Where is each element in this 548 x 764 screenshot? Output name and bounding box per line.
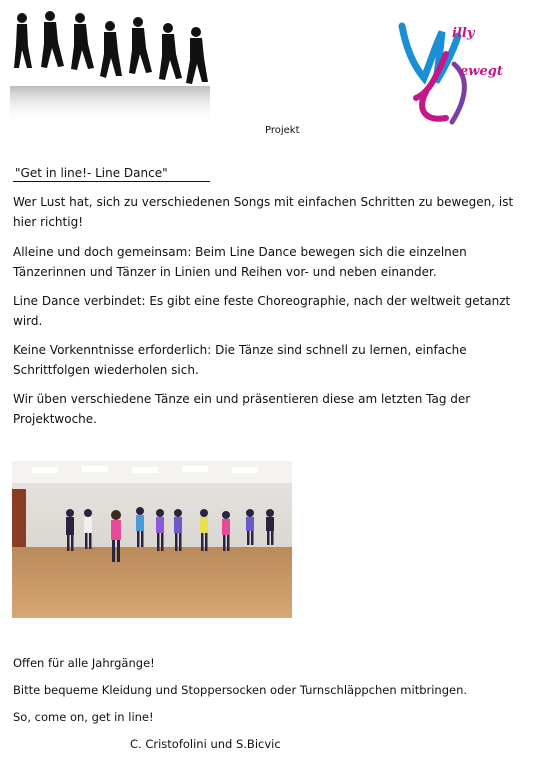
paragraph-intro: Wer Lust hat, sich zu verschiedenen Songs mit einfachen Schritten zu bewegen, ist hier richtig! <box>13 195 514 229</box>
document-title: "Get in line!- Line Dance" <box>13 166 210 182</box>
logo-text-bewegt: ewegt <box>460 64 503 79</box>
paragraph-together: Alleine und doch gemeinsam: Beim Line Dance bewegen sich die einzelnen Tänzerinnen und Tänzer in Linien und Reihen vor- und neben einander. <box>13 245 467 279</box>
footer-come-on: So, come on, get in line! <box>13 710 154 724</box>
projekt-label: Projekt <box>265 125 300 136</box>
signature: C. Cristofolini und S.Bicvic <box>130 737 281 751</box>
footer-clothing-note: Bitte bequeme Kleidung und Stoppersocken oder Turnschläppchen mitbringen. <box>13 683 468 697</box>
line-dance-photo <box>12 461 292 618</box>
logo-text-willy: illy <box>452 26 475 41</box>
paragraph-connects: Line Dance verbindet: Es gibt eine feste Choreographie, nach der weltweit getanzt wird. <box>13 294 511 328</box>
paragraph-practice: Wir üben verschiedene Tänze ein und präsentieren diese am letzten Tag der Projektwoche. <box>13 392 471 426</box>
footer-open-for-all: Offen für alle Jahrgänge! <box>13 656 155 670</box>
paragraph-no-experience: Keine Vorkenntnisse erforderlich: Die Tänze sind schnell zu lernen, einfache Schrittfolgen wiederholen sich. <box>13 343 467 377</box>
dancers-silhouette-image <box>10 6 210 124</box>
willy-bewegt-logo <box>396 18 508 130</box>
